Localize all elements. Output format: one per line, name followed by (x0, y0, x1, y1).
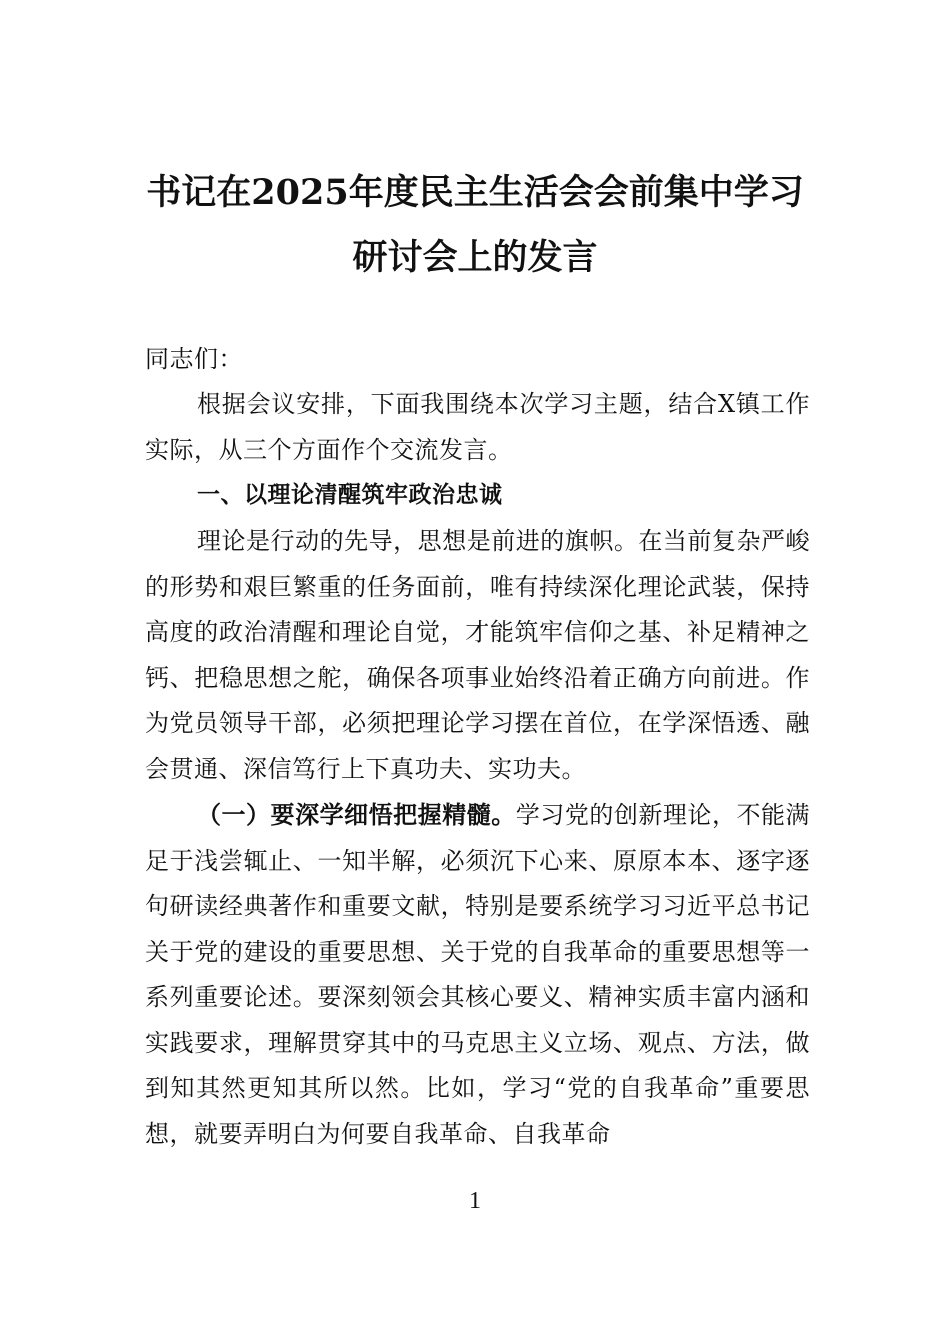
document-title-line-2: 研讨会上的发言 (352, 237, 598, 278)
document-title-line-1: 书记在2025年度民主生活会会前集中学习 (146, 172, 804, 213)
paragraph-study-body: 学习党的创新理论，不能满足于浅尝辄止、一知半解，必须沉下心来、原原本本、逐字逐句研读经典著作和重要文献，特别是要系统学习习近平总书记关于党的建设的重要思想、关于党的自我革命的重要思想等一系列重要论述。要深刻领会其核心要义、精神实质丰富内涵和实践要求，理解贯穿其中的马克思主义立场、观点、方法，做到知其然更知其所以然。比如，学习“党的自我革命”重要思想，就要弄明白为何要自我革命、自我革命 (145, 801, 811, 1148)
salutation: 同志们： (145, 345, 243, 373)
section-heading-1: 一、以理论清醒筑牢政治忠诚 (197, 482, 503, 508)
page-number: 1 (469, 1188, 481, 1214)
subheading-1: （一）要深学细悟把握精髓。 (197, 800, 516, 829)
paragraph-intro: 根据会议安排，下面我围绕本次学习主题，结合X镇工作实际，从三个方面作个交流发言。 (145, 390, 810, 464)
paragraph-theory: 理论是行动的先导，思想是前进的旗帜。在当前复杂严峻的形势和艰巨繁重的任务面前，唯有持续深化理论武装，保持高度的政治清醒和理论自觉，才能筑牢信仰之基、补足精神之钙、把稳思想之舵，确保各项事业始终沿着正确方向前进。作为党员领导干部，必须把理论学习摆在首位，在学深悟透、融会贯通、深信笃行上下真功夫、实功夫。 (145, 527, 810, 783)
paragraph-study (145, 792, 810, 1157)
